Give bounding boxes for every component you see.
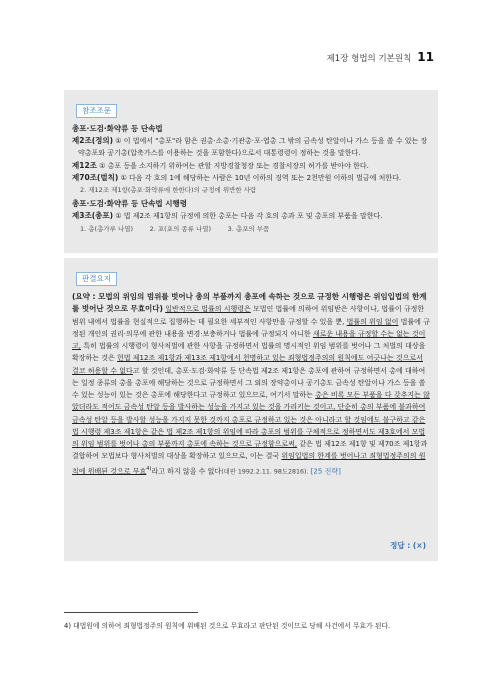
footnote-divider [64,612,198,613]
judgment-tag: 판결요지 [76,272,117,286]
footnote-text: 4) 대법원에 의하여 죄형법정주의 원칙에 위배된 것으로 무효라고 판단된 것이므로 당해 사건에서 무효가 된다. [64,622,391,630]
article-12: 제12조 ① 총포 등을 소지하기 위하여는 관할 지방경찰청장 또는 경찰서장의 허가를 받아야 한다. [72,160,369,170]
article-70-subitem: 2. 제12조 제1항(총포·화약류에 한한다)의 규정에 위반한 사람 [80,186,257,195]
page-number: 11 [417,50,434,64]
case-citation: (대판 1992.2.11. 98도2816). [221,467,309,475]
chapter-title: 제1장 형법의 기본원칙 [326,54,412,64]
reference-box [64,90,438,253]
exam-source: [25 전략] [310,466,341,475]
decree-list: 1. 총(총가루 나열) 2. 포(포의 종류 나열) 3. 총포의 부품 [80,224,270,233]
judgment-box [64,258,438,561]
judgment-body: (요약 : 모법의 위임의 범위를 벗어나 총의 부품까지 총포에 속하는 것으로 규정한 시행령은 위임입법의 한계를 벗어난 것으로 무효이다) 일반적으로 법률의 시행령은 모법인 법률에 의하여 위임받은 사항이나, 법률이 규정한 범위 내에서 법률을 현실적으로 집행하는 데 필요한 세부적인 사항만을 규정할 수 있을 뿐, 법률의 위임 없이 법률에 규정된 개인의 권리·의무에 관한 내용을 변경·보충하거나 법률에 규정되지 아니한 새로운 내용을 규정할 수는 없는 것이고, 특히 법률의 시행령이 형사처벌에 관한 사항을 규정하면서 법률의 명시적인 위임 범위를 벗어나 그 처벌의 대상을 확장하는 것은 헌법 제12조 제1항과 제13조 제1항에서 천명하고 있는 죄형법정주의의 원칙에도 어긋나는 것으로서 결코 허용할 수 없다고 할 것인데, 총포·도검·화약류 등 단속법 제2조 제1항은 총포에 관하여 규정하면서 총에 대하여는 일정 종류의 총을 총포에 해당하는 것으로 규정하면서 그 외의 장약총이나 공기총도 금속성 탄알이나 가스 등을 쏠 수 있는 성능이 있는 것은 총포에 해당한다고 규정하고 있으므로, 여기서 말하는 총은 비록 모든 부품을 다 갖추지는 않았더라도 적어도 금속성 탄알 등을 발사하는 성능을 가지고 있는 것을 가리키는 것이고, 단순히 총의 부품에 불과하여 금속성 탄알 등을 발사할 성능을 가지지 못한 것까지 총포로 규정하고 있는 것은 아니라고 할 것임에도 불구하고 같은 법 시행령 제3조 제1항은 같은 법 제2조 제1항의 위임에 따라 총포의 범위를 구체적으로 정하면서도 제3호에서 모법의 위임 범위를 벗어나 총의 부품까지 총포에 속하는 것으로 규정함으로써, 같은 법 제12조 제1항 및 제70조 제1항과 결합하여 모법보다 형사처벌의 대상을 확장하고 있으므로, 이는 결국 위임입법의 한계를 벗어나고 죄형법정주의의 원칙에 위배된 것으로 무효$^{4)}$라고 하지 않을 수 없다(대판 1992.2.11. 98도2816). [25 전략] [72,292,430,475]
reference-tag: 참조조문 [76,104,117,118]
reference-body [72,123,430,235]
article-2: 제2조(정의) ① 이 법에서 "총포"라 함은 권총·소총·기관총·포·엽총 그 밖의 금속성 탄알이나 가스 등을 쏠 수 있는 장약총포와 공기총(압축가스를 이용하는 것을 포함한다)으로서 대통령령이 정하는 것을 말한다. [72,136,428,158]
footnote-ref: 4) [146,465,152,472]
decree-title: 총포·도검·화약류 등 단속법 시행령 [72,199,187,209]
running-header [327,50,434,64]
article-70: 제70조(벌칙) ① 다음 각 호의 1에 해당하는 사람은 10년 이하의 징역 또는 2천만원 이하의 벌금에 처한다. [72,172,402,182]
law-title: 총포·도검·화약류 등 단속법 [72,124,163,133]
judgment-summary: (요약 : 모법의 위임의 범위를 벗어나 총의 부품까지 총포에 속하는 것으로 규정한 시행령은 위임입법의 한계를 벗어난 것으로 무효이다) [72,292,427,314]
decree-article-3: 제3조(총포) ① 법 제2조 제1항의 규정에 의한 총포는 다음 각 호의 총과 포 및 총포의 부품을 말한다. [72,211,383,221]
answer-label: 정답 : (×) [390,541,426,550]
